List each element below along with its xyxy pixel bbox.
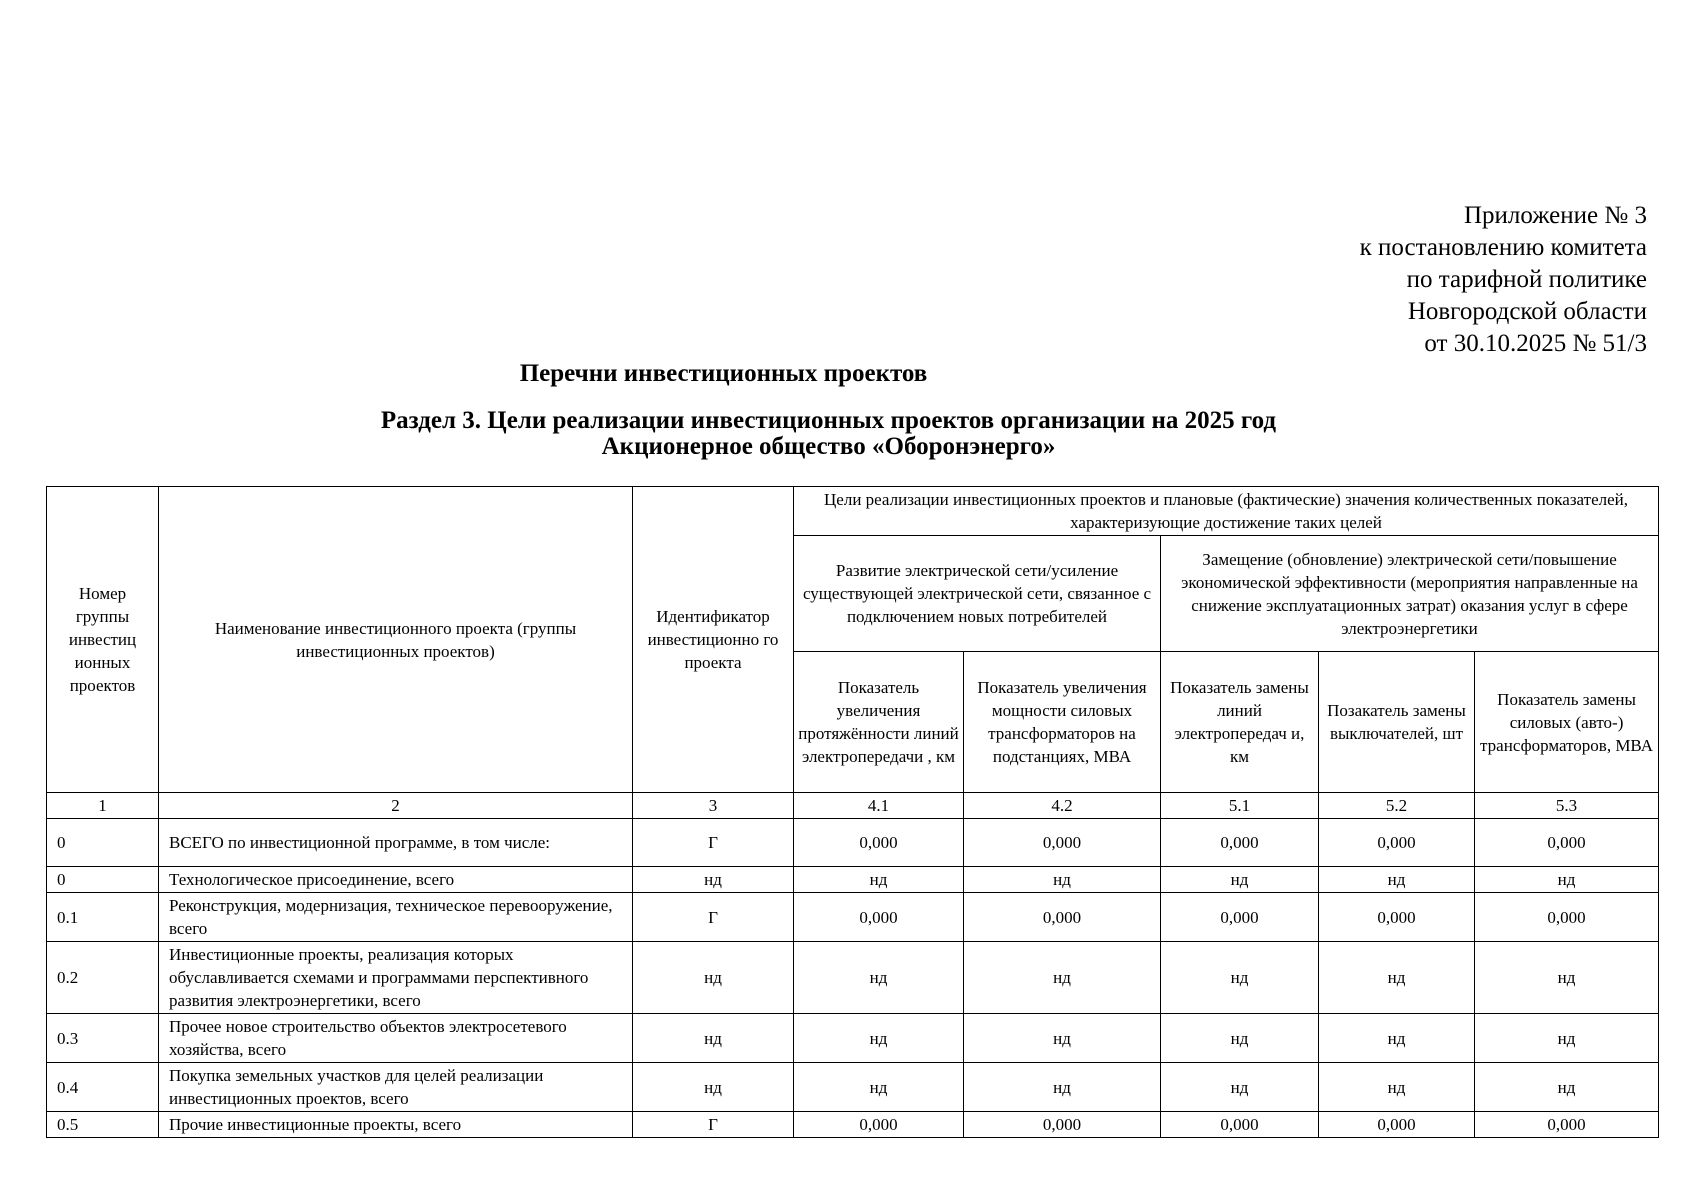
cell-id: нд — [633, 942, 794, 1014]
cell-name: Прочие инвестиционные проекты, всего — [159, 1112, 633, 1138]
header-col-5-2: Позакатель замены выключателей, шт — [1319, 652, 1475, 793]
section-title-line1: Раздел 3. Цели реализации инвестиционных проектов организации на 2025 год — [380, 407, 1277, 434]
cell-value: нд — [794, 1063, 964, 1112]
cell-value: нд — [794, 867, 964, 893]
cell-value: 0,000 — [1319, 893, 1475, 942]
cell-value: нд — [964, 1014, 1161, 1063]
column-number: 4.1 — [794, 793, 964, 819]
header-project-name: Наименование инвестиционного проекта (группы инвестиционных проектов) — [159, 487, 633, 793]
cell-value: 0,000 — [1319, 1112, 1475, 1138]
column-number: 5.1 — [1161, 793, 1319, 819]
cell-value: нд — [964, 942, 1161, 1014]
cell-id: нд — [633, 1014, 794, 1063]
cell-value: 0,000 — [1475, 819, 1659, 867]
table-row — [47, 1063, 1659, 1112]
cell-value: 0,000 — [1161, 819, 1319, 867]
cell-group: 0.5 — [47, 1112, 159, 1138]
cell-name: Покупка земельных участков для целей реализации инвестиционных проектов, всего — [159, 1063, 633, 1112]
cell-value: 0,000 — [1319, 819, 1475, 867]
cell-value: 0,000 — [1475, 893, 1659, 942]
cell-value: нд — [794, 942, 964, 1014]
column-number: 2 — [159, 793, 633, 819]
cell-group: 0.1 — [47, 893, 159, 942]
cell-id: нд — [633, 1063, 794, 1112]
cell-value: нд — [964, 867, 1161, 893]
cell-name: Прочее новое строительство объектов электросетевого хозяйства, всего — [159, 1014, 633, 1063]
cell-value: нд — [1161, 867, 1319, 893]
cell-value: нд — [1161, 942, 1319, 1014]
header-col-4-1: Показатель увеличения протяжённости линий электропередачи , км — [794, 652, 964, 793]
cell-value: нд — [1319, 1063, 1475, 1112]
header-group-number: Номер группы инвестиц ионных проектов — [47, 487, 159, 793]
header-project-id: Идентификатор инвестиционно го проекта — [633, 487, 794, 793]
cell-id: Г — [633, 893, 794, 942]
column-number: 3 — [633, 793, 794, 819]
column-number: 4.2 — [964, 793, 1161, 819]
cell-value: нд — [1475, 1063, 1659, 1112]
projects-table — [46, 486, 1659, 1138]
header-development: Развитие электрической сети/усиление существующей электрической сети, связанное с подключением новых потребителей — [794, 536, 1161, 652]
column-number: 5.3 — [1475, 793, 1659, 819]
table-row — [47, 819, 1659, 867]
cell-value: нд — [1161, 1014, 1319, 1063]
cell-value: 0,000 — [1161, 893, 1319, 942]
cell-group: 0.2 — [47, 942, 159, 1014]
cell-name: Технологическое присоединение, всего — [159, 867, 633, 893]
section-title — [0, 408, 1697, 460]
appendix-block — [1360, 200, 1647, 360]
cell-group: 0.3 — [47, 1014, 159, 1063]
cell-value: 0,000 — [794, 819, 964, 867]
cell-value: нд — [964, 1063, 1161, 1112]
cell-value: нд — [1319, 1014, 1475, 1063]
cell-group: 0.4 — [47, 1063, 159, 1112]
cell-group: 0 — [47, 819, 159, 867]
cell-name: ВСЕГО по инвестиционной программе, в том числе: — [159, 819, 633, 867]
table-row — [47, 1112, 1659, 1138]
cell-value: 0,000 — [964, 1112, 1161, 1138]
column-number: 5.2 — [1319, 793, 1475, 819]
appendix-line: от 30.10.2025 № 51/3 — [1424, 330, 1647, 357]
column-number: 1 — [47, 793, 159, 819]
section-title-line2: Акционерное общество «Оборонэнерго» — [601, 433, 1056, 460]
cell-name: Инвестиционные проекты, реализация которых обуславливается схемами и программами перспективного развития электроэнергетики, всего — [159, 942, 633, 1014]
table-row — [47, 867, 1659, 893]
table-row — [47, 893, 1659, 942]
cell-value: нд — [1161, 1063, 1319, 1112]
cell-value: 0,000 — [794, 1112, 964, 1138]
cell-value: нд — [794, 1014, 964, 1063]
header-col-5-3: Показатель замены силовых (авто-) трансформаторов, МВА — [1475, 652, 1659, 793]
table-row — [47, 1014, 1659, 1063]
header-replacement: Замещение (обновление) электрической сети/повышение экономической эффективности (мероприятия направленные на снижение эксплуатационных затрат) оказания услуг в сфере электроэнергетики — [1161, 536, 1659, 652]
cell-value: 0,000 — [794, 893, 964, 942]
cell-name: Реконструкция, модернизация, техническое перевооружение, всего — [159, 893, 633, 942]
cell-value: нд — [1475, 942, 1659, 1014]
cell-value: 0,000 — [964, 893, 1161, 942]
cell-value: нд — [1319, 867, 1475, 893]
cell-value: 0,000 — [1161, 1112, 1319, 1138]
cell-id: нд — [633, 867, 794, 893]
column-number-row — [47, 793, 1659, 819]
header-col-5-1: Показатель замены линий электропередач и, км — [1161, 652, 1319, 793]
cell-value: 0,000 — [964, 819, 1161, 867]
cell-id: Г — [633, 1112, 794, 1138]
header-col-4-2: Показатель увеличения мощности силовых трансформаторов на подстанциях, МВА — [964, 652, 1161, 793]
cell-group: 0 — [47, 867, 159, 893]
table-row — [47, 942, 1659, 1014]
appendix-line: Приложение № 3 — [1463, 202, 1647, 229]
header-goals: Цели реализации инвестиционных проектов и плановые (фактические) значения количественных показателей, характеризующие достижение таких целей — [794, 487, 1659, 536]
appendix-line: по тарифной политике — [1406, 266, 1647, 293]
cell-id: Г — [633, 819, 794, 867]
cell-value: нд — [1475, 867, 1659, 893]
cell-value: нд — [1475, 1014, 1659, 1063]
document-title: Перечни инвестиционных проектов — [519, 360, 928, 387]
cell-value: нд — [1319, 942, 1475, 1014]
cell-value: 0,000 — [1475, 1112, 1659, 1138]
appendix-line: к постановлению комитета — [1359, 234, 1647, 261]
appendix-line: Новгородской области — [1407, 298, 1647, 325]
